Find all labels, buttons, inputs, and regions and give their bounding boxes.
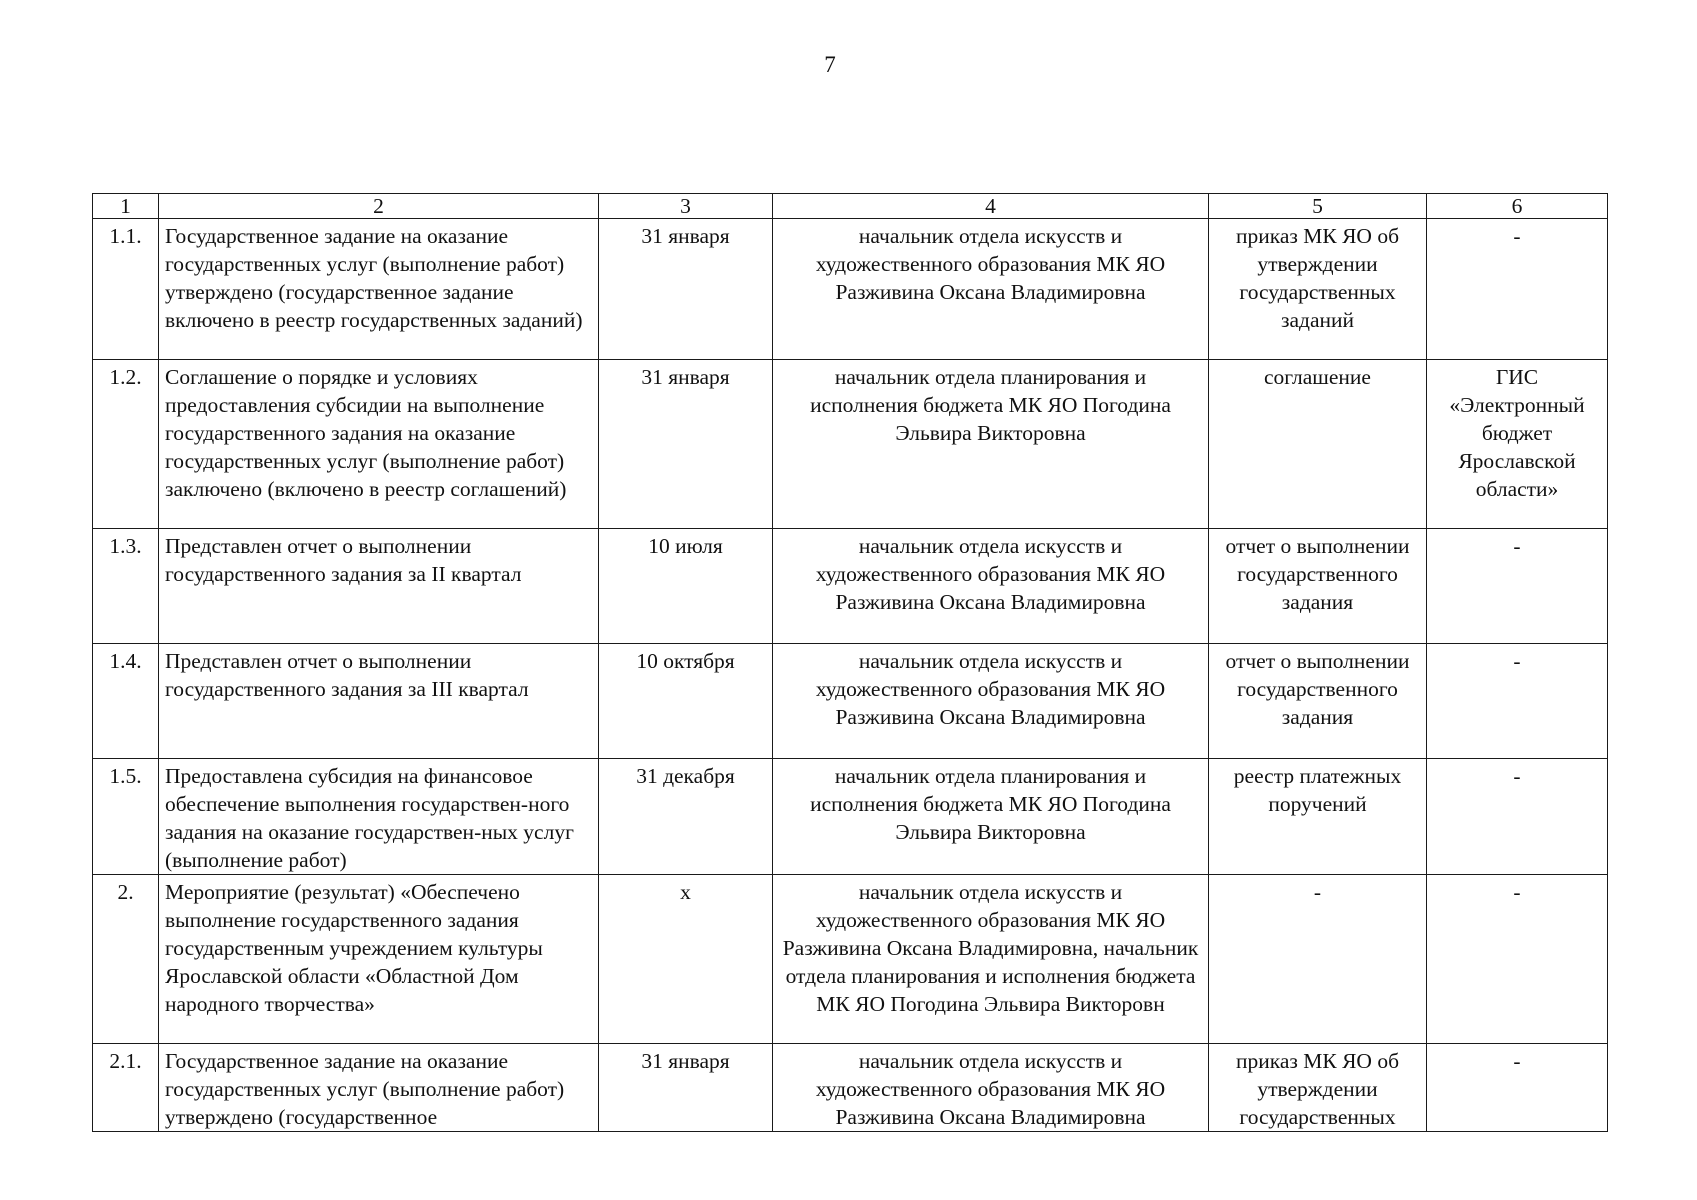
row-document: - <box>1209 875 1427 1044</box>
row-number: 2.1. <box>93 1044 159 1132</box>
table-row <box>93 875 1608 1044</box>
row-system: - <box>1427 875 1608 1044</box>
row-document: приказ МК ЯО об утверждении государственных заданий <box>1209 219 1427 360</box>
table-row <box>93 644 1608 759</box>
row-number: 1.1. <box>93 219 159 360</box>
header-cell: 4 <box>773 194 1209 219</box>
row-description: Государственное задание на оказание государственных услуг (выполнение работ) утверждено (государственное задание включено в реестр государственных заданий) <box>159 219 599 360</box>
row-responsible: начальник отдела искусств и художественного образования МК ЯО Разживина Оксана Владимировна <box>773 644 1209 759</box>
row-description: Представлен отчет о выполнении государственного задания за III квартал <box>159 644 599 759</box>
plan-table <box>92 193 1608 1132</box>
row-document: приказ МК ЯО об утверждении государственных <box>1209 1044 1427 1132</box>
row-date: 10 октября <box>599 644 773 759</box>
row-date: 31 января <box>599 1044 773 1132</box>
row-responsible: начальник отдела искусств и художественного образования МК ЯО Разживина Оксана Владимировна <box>773 1044 1209 1132</box>
header-cell: 2 <box>159 194 599 219</box>
row-number: 1.5. <box>93 759 159 875</box>
page-number: 7 <box>824 52 836 77</box>
row-number: 1.2. <box>93 360 159 529</box>
row-system: ГИС «Электронный бюджет Ярославской области» <box>1427 360 1608 529</box>
header-cell: 6 <box>1427 194 1608 219</box>
row-system: - <box>1427 529 1608 644</box>
row-system: - <box>1427 219 1608 360</box>
row-number: 1.3. <box>93 529 159 644</box>
row-responsible: начальник отдела искусств и художественного образования МК ЯО Разживина Оксана Владимировна <box>773 529 1209 644</box>
header-cell: 1 <box>93 194 159 219</box>
header-cell: 5 <box>1209 194 1427 219</box>
row-description: Представлен отчет о выполнении государственного задания за II квартал <box>159 529 599 644</box>
row-document: реестр платежных поручений <box>1209 759 1427 875</box>
row-responsible: начальник отдела искусств и художественного образования МК ЯО Разживина Оксана Владимировна, начальник отдела планирования и исполнения бюджета МК ЯО Погодина Эльвира Викторовн <box>773 875 1209 1044</box>
row-system: - <box>1427 644 1608 759</box>
row-system: - <box>1427 1044 1608 1132</box>
table-row <box>93 1044 1608 1132</box>
row-document: отчет о выполнении государственного задания <box>1209 529 1427 644</box>
row-number: 1.4. <box>93 644 159 759</box>
row-document: отчет о выполнении государственного задания <box>1209 644 1427 759</box>
row-description: Предоставлена субсидия на финансовое обеспечение выполнения государствен-ного задания на оказание государствен-ных услуг (выполнение работ) <box>159 759 599 875</box>
table-row <box>93 529 1608 644</box>
row-description: Мероприятие (результат) «Обеспечено выполнение государственного задания государственным учреждением культуры Ярославской области «Областной Дом народного творчества» <box>159 875 599 1044</box>
table-row <box>93 219 1608 360</box>
row-responsible: начальник отдела планирования и исполнения бюджета МК ЯО Погодина Эльвира Викторовна <box>773 360 1209 529</box>
row-responsible: начальник отдела планирования и исполнения бюджета МК ЯО Погодина Эльвира Викторовна <box>773 759 1209 875</box>
row-document: соглашение <box>1209 360 1427 529</box>
row-number: 2. <box>93 875 159 1044</box>
row-description: Государственное задание на оказание государственных услуг (выполнение работ) утверждено (государственное <box>159 1044 599 1132</box>
row-description: Соглашение о порядке и условиях предоставления субсидии на выполнение государственного задания на оказание государственных услуг (выполнение работ) заключено (включено в реестр соглашений) <box>159 360 599 529</box>
header-cell: 3 <box>599 194 773 219</box>
row-responsible: начальник отдела искусств и художественного образования МК ЯО Разживина Оксана Владимировна <box>773 219 1209 360</box>
row-date: 31 января <box>599 360 773 529</box>
row-system: - <box>1427 759 1608 875</box>
table-header-row <box>93 194 1608 219</box>
table-row <box>93 759 1608 875</box>
row-date: 31 декабря <box>599 759 773 875</box>
row-date: х <box>599 875 773 1044</box>
row-date: 10 июля <box>599 529 773 644</box>
row-date: 31 января <box>599 219 773 360</box>
table-row <box>93 360 1608 529</box>
